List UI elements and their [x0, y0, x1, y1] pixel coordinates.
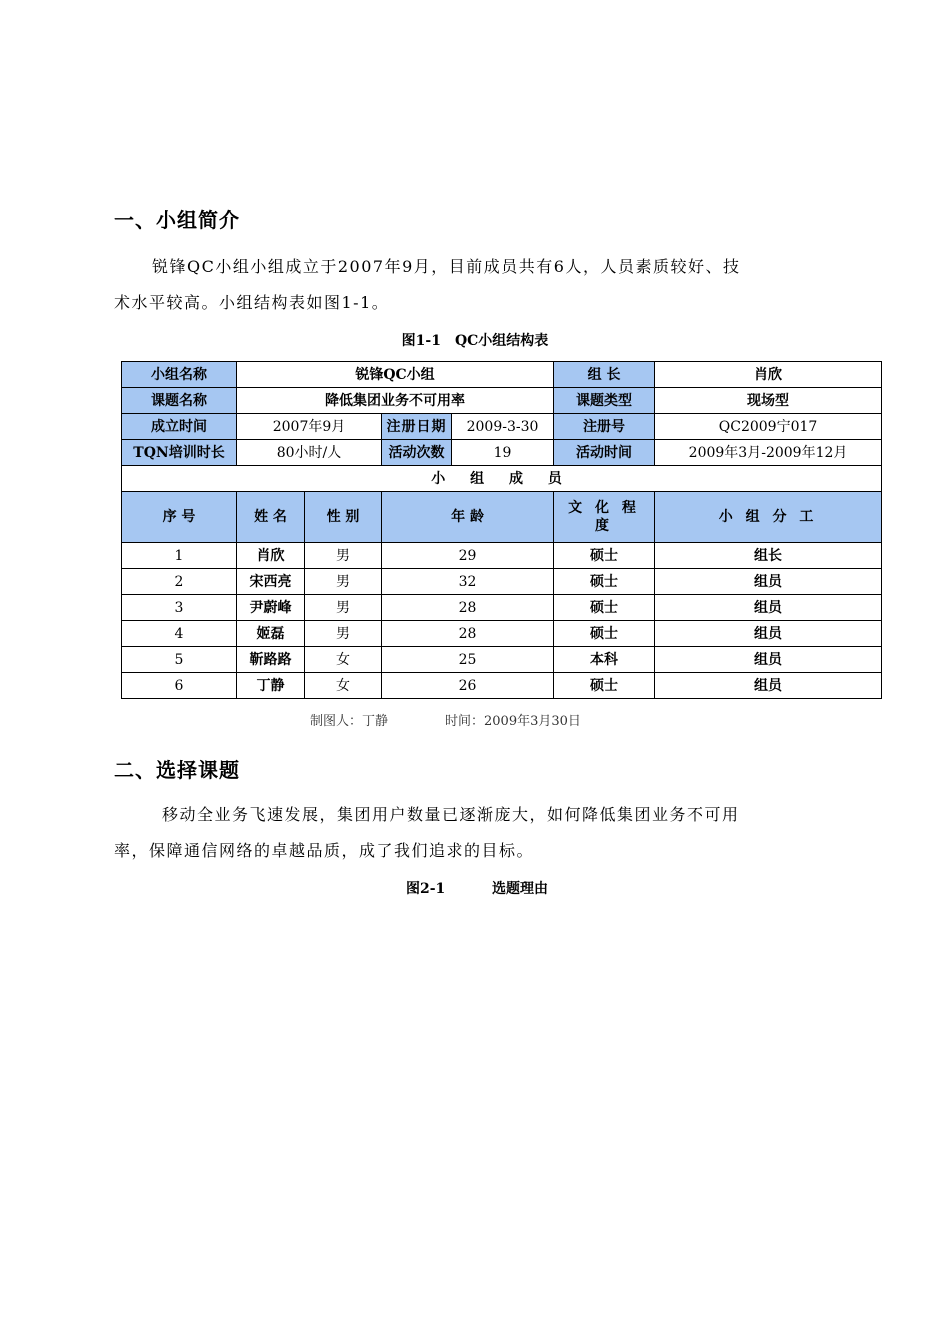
member-age: 28 [382, 621, 554, 647]
section2-heading: 二、选择课题 [114, 758, 240, 782]
member-gender: 男 [305, 543, 382, 569]
member-name: 丁静 [237, 673, 305, 699]
figure2-number: 图2-1 [406, 881, 446, 897]
member-index: 5 [122, 647, 237, 673]
col-header-education: 文 化 程 度 [554, 492, 655, 543]
figure1-caption: 图1-1 QC小组结构表 [401, 333, 549, 349]
table-row [122, 621, 882, 647]
table-row [122, 647, 882, 673]
label-register-date: 注册日期 [382, 414, 452, 440]
member-age: 29 [382, 543, 554, 569]
qc-structure-table [121, 361, 882, 699]
table-row [122, 362, 882, 388]
member-name: 靳路路 [237, 647, 305, 673]
col-header-index: 序 号 [122, 492, 237, 543]
value-register-no: QC2009宁017 [655, 414, 882, 440]
label-group-name: 小组名称 [122, 362, 237, 388]
table-maker-note: 制图人：丁静 [310, 714, 389, 729]
member-age: 25 [382, 647, 554, 673]
value-register-date: 2009-3-30 [452, 414, 554, 440]
section1-para-line2: 术水平较高。小组结构表如图1-1。 [114, 293, 390, 312]
member-education: 硕士 [554, 673, 655, 699]
table-row [122, 414, 882, 440]
col-header-name: 姓 名 [237, 492, 305, 543]
member-role: 组员 [655, 621, 882, 647]
label-topic-name: 课题名称 [122, 388, 237, 414]
col-header-gender: 性 别 [305, 492, 382, 543]
members-header-row [122, 492, 882, 543]
label-topic-type: 课题类型 [554, 388, 655, 414]
value-topic-type: 现场型 [655, 388, 882, 414]
table-row [122, 595, 882, 621]
value-topic-name: 降低集团业务不可用率 [237, 388, 554, 414]
member-age: 26 [382, 673, 554, 699]
label-register-no: 注册号 [554, 414, 655, 440]
value-founded: 2007年9月 [237, 414, 382, 440]
member-education: 本科 [554, 647, 655, 673]
value-leader: 肖欣 [655, 362, 882, 388]
member-gender: 男 [305, 621, 382, 647]
member-role: 组长 [655, 543, 882, 569]
label-founded: 成立时间 [122, 414, 237, 440]
label-activity-time: 活动时间 [554, 440, 655, 466]
member-gender: 女 [305, 647, 382, 673]
member-education: 硕士 [554, 569, 655, 595]
table-time-note: 时间：2009年3月30日 [445, 714, 581, 729]
member-index: 4 [122, 621, 237, 647]
member-gender: 男 [305, 569, 382, 595]
section1-heading: 一、小组简介 [114, 208, 240, 232]
member-index: 3 [122, 595, 237, 621]
value-activity-time: 2009年3月-2009年12月 [655, 440, 882, 466]
member-education: 硕士 [554, 621, 655, 647]
member-index: 2 [122, 569, 237, 595]
member-name: 肖欣 [237, 543, 305, 569]
table-row [122, 543, 882, 569]
members-section-title: 小 组 成 员 [122, 466, 882, 492]
label-leader: 组 长 [554, 362, 655, 388]
member-index: 1 [122, 543, 237, 569]
member-role: 组员 [655, 595, 882, 621]
value-training-hours: 80小时/人 [237, 440, 382, 466]
table-row [122, 466, 882, 492]
table-row [122, 673, 882, 699]
member-name: 宋西亮 [237, 569, 305, 595]
member-education: 硕士 [554, 595, 655, 621]
member-role: 组员 [655, 673, 882, 699]
col-header-age: 年 龄 [382, 492, 554, 543]
section2-para-line2: 率，保障通信网络的卓越品质，成了我们追求的目标。 [114, 841, 535, 860]
section1-para-line1: 锐锋QC小组小组成立于2007年9月，目前成员共有6人，人员素质较好、技 [152, 257, 741, 276]
section2-paragraph [114, 797, 834, 869]
table-row [122, 440, 882, 466]
value-activity-count: 19 [452, 440, 554, 466]
table-row [122, 388, 882, 414]
member-gender: 男 [305, 595, 382, 621]
member-role: 组员 [655, 569, 882, 595]
member-age: 32 [382, 569, 554, 595]
member-gender: 女 [305, 673, 382, 699]
table-row [122, 569, 882, 595]
col-header-role: 小 组 分 工 [655, 492, 882, 543]
section1-paragraph [114, 249, 834, 321]
label-activity-count: 活动次数 [382, 440, 452, 466]
label-training-hours: TQN培训时长 [122, 440, 237, 466]
member-education: 硕士 [554, 543, 655, 569]
member-age: 28 [382, 595, 554, 621]
member-index: 6 [122, 673, 237, 699]
value-group-name: 锐锋QC小组 [237, 362, 554, 388]
member-name: 姬磊 [237, 621, 305, 647]
figure2-title: 选题理由 [492, 881, 548, 897]
member-name: 尹蔚峰 [237, 595, 305, 621]
section2-para-line1: 移动全业务飞速发展，集团用户数量已逐渐庞大，如何降低集团业务不可用 [162, 805, 740, 824]
member-role: 组员 [655, 647, 882, 673]
